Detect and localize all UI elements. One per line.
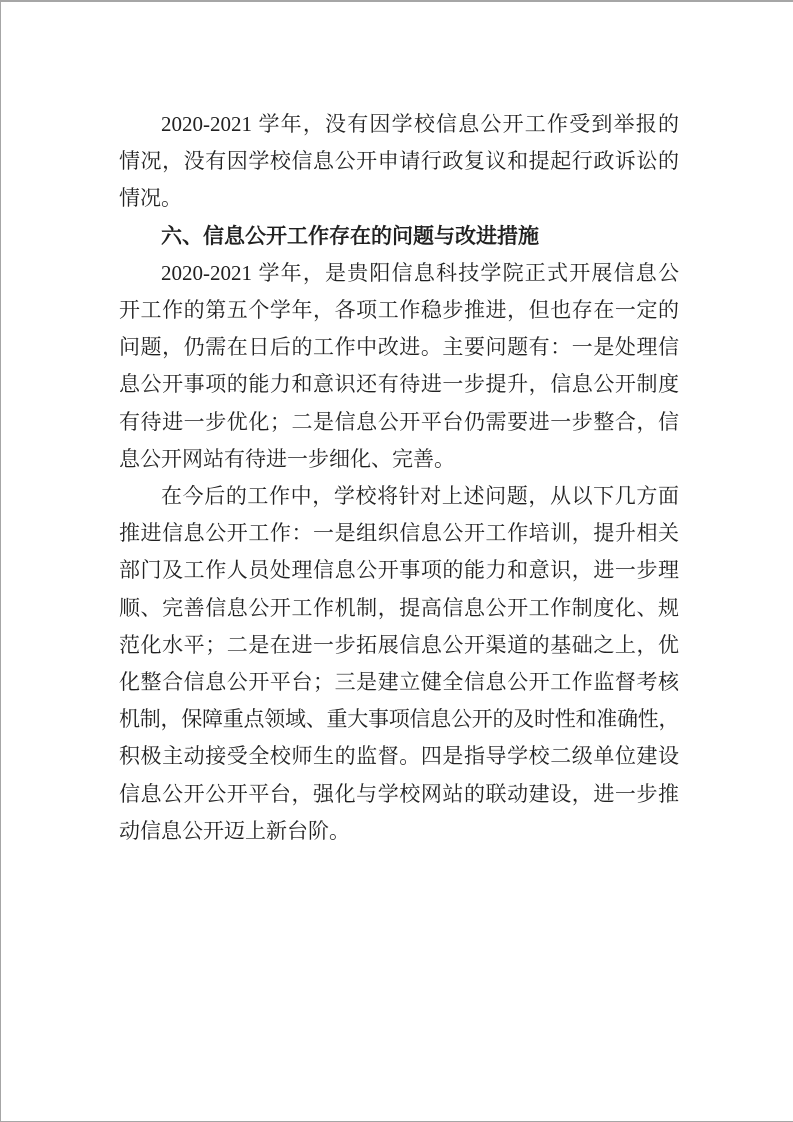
text-line: 部门及工作人员处理信息公开事项的能力和意识，进一步理 [119, 558, 679, 583]
text-line: 问题，仍需在日后的工作中改进。主要问题有：一是处理信 [119, 335, 679, 360]
text-line: 化整合信息公开平台；三是建立健全信息公开工作监督考核 [119, 670, 679, 695]
text-line: 动信息公开迈上新台阶。 [119, 818, 350, 843]
text-line: 推进信息公开工作：一是组织信息公开工作培训，提升相关 [119, 521, 679, 546]
text-line: 机制，保障重点领域、重大事项信息公开的及时性和准确性， [119, 707, 679, 732]
text-line: 2020-2021 学年，没有因学校信息公开工作受到举报的 [161, 112, 679, 136]
document-body [119, 106, 679, 850]
text-line: 开工作的第五个学年，各项工作稳步推进，但也存在一定的 [119, 298, 679, 323]
text-line: 积极主动接受全校师生的监督。四是指导学校二级单位建设 [119, 744, 679, 769]
text-line: 息公开网站有待进一步细化、完善。 [119, 446, 455, 471]
text-line: 有待进一步优化；二是信息公开平台仍需要进一步整合，信 [119, 409, 679, 434]
section-heading [119, 218, 679, 255]
paragraph-1 [119, 106, 679, 218]
paragraph-2 [119, 255, 679, 478]
text-line: 顺、完善信息公开工作机制，提高信息公开工作制度化、规 [119, 595, 679, 620]
paragraph-3 [119, 478, 679, 850]
text-line: 信息公开公开平台，强化与学校网站的联动建设，进一步推 [119, 781, 679, 806]
text-line: 息公开事项的能力和意识还有待进一步提升，信息公开制度 [119, 372, 679, 397]
text-line: 范化水平；二是在进一步拓展信息公开渠道的基础之上，优 [119, 632, 679, 657]
heading-line: 六、信息公开工作存在的问题与改进措施 [161, 223, 539, 248]
text-line: 情况，没有因学校信息公开申请行政复议和提起行政诉讼的 [119, 149, 679, 174]
text-line: 情况。 [119, 186, 182, 211]
text-line: 在今后的工作中，学校将针对上述问题，从以下几方面 [161, 484, 679, 509]
text-line: 2020-2021 学年，是贵阳信息科技学院正式开展信息公 [161, 260, 679, 285]
